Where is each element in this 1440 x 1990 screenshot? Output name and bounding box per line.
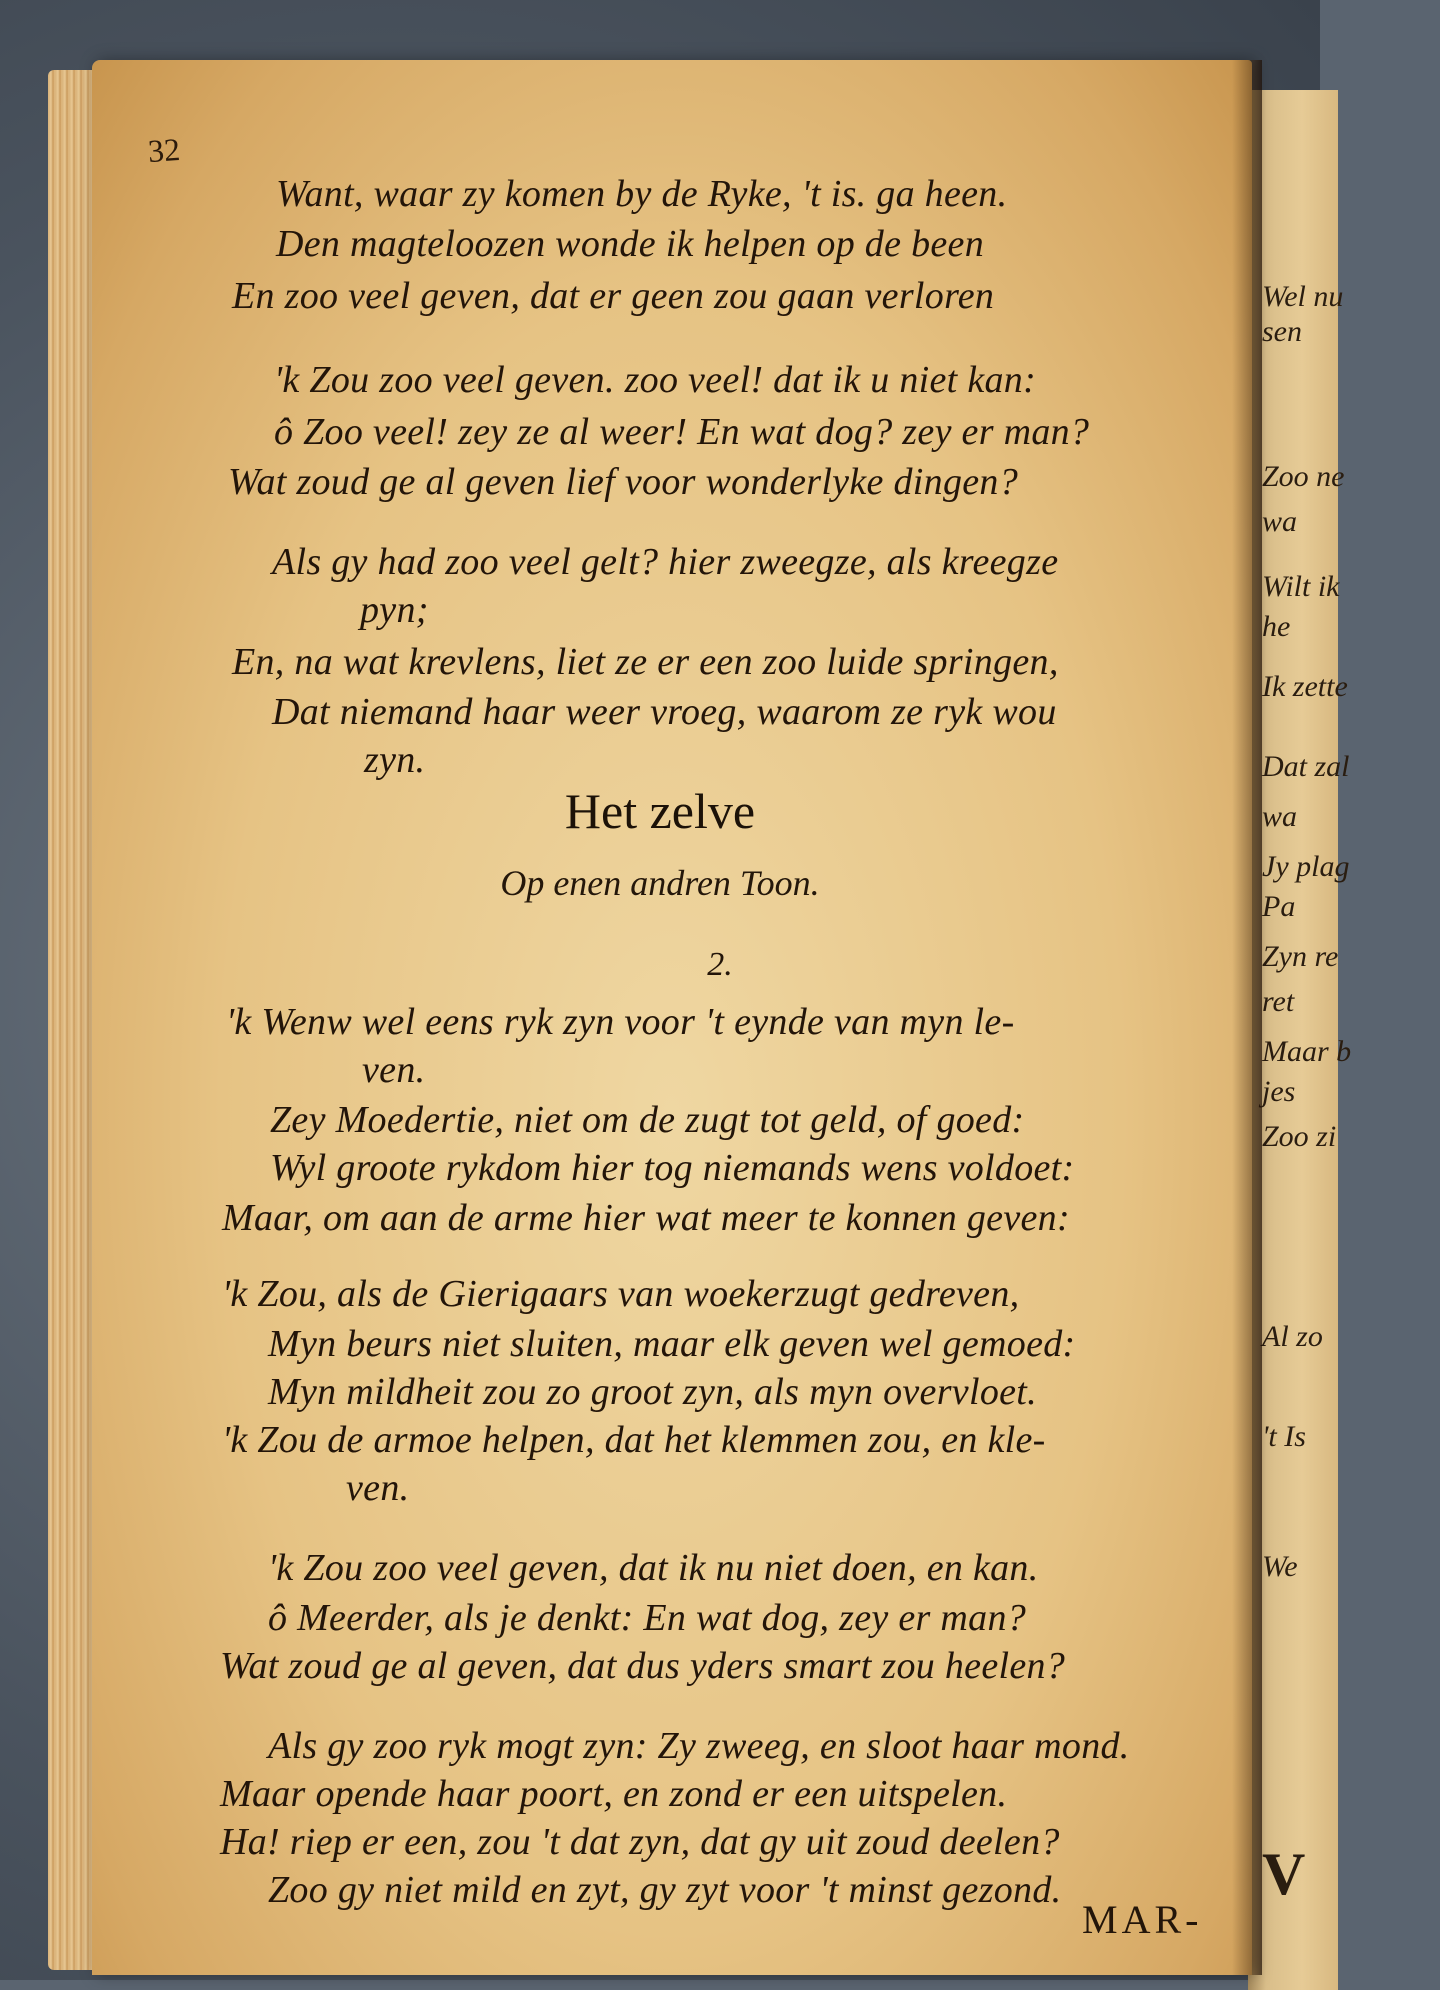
verse-line: Myn mildheit zou zo groot zyn, als myn overvloet. (268, 1371, 1037, 1413)
verse-line: zyn. (364, 739, 426, 781)
verse-line: Wat zoud ge al geven lief voor wonderlyke dingen? (228, 461, 1019, 503)
verse-line: Myn beurs niet sluiten, maar elk geven wel gemoed: (268, 1323, 1076, 1365)
next-page-text: ret (1262, 985, 1295, 1018)
next-page-text: Zyn re (1262, 940, 1339, 973)
verse-line: ô Zoo veel! zey ze al weer! En wat dog? zey er man? (274, 411, 1090, 453)
section-subtitle: Op enen andren Toon. (500, 863, 820, 903)
next-page-text: wa (1262, 800, 1298, 833)
next-page-text: Maar b (1262, 1035, 1352, 1068)
page-number: 32 (146, 130, 182, 170)
verse-line: ô Meerder, als je denkt: En wat dog, zey er man? (268, 1597, 1027, 1639)
verse-line: Den magteloozen wonde ik helpen op de been (276, 223, 985, 265)
catchword: MAR- (1082, 1897, 1203, 1942)
next-page-text: We (1262, 1550, 1298, 1583)
verse-line: Zey Moedertie, niet om de zugt tot geld, of goed: (270, 1099, 1025, 1141)
next-page-text: Ik zette (1262, 670, 1348, 703)
verse-line: Als gy zoo ryk mogt zyn: Zy zweeg, en sloot haar mond. (268, 1725, 1130, 1767)
next-page-text: Dat zal (1262, 750, 1350, 783)
verse-line: Want, waar zy komen by de Ryke, 't is. ga heen. (276, 173, 1008, 215)
verse-line: pyn; (360, 589, 429, 631)
song-number: 2. (707, 946, 733, 983)
verse-line: 'k Zou, als de Gierigaars van woekerzugt gedreven, (222, 1273, 1020, 1315)
verse-line: En, na wat krevlens, liet ze er een zoo luide springen, (232, 641, 1059, 683)
verse-line: Dat niemand haar weer vroeg, waarom ze ryk wou (272, 691, 1057, 733)
verse-line: Wyl groote rykdom hier tog niemands wens voldoet: (270, 1147, 1075, 1189)
verse-line: Zoo gy niet mild en zyt, gy zyt voor 't minst gezond. (268, 1869, 1062, 1911)
verse-line: ven. (346, 1467, 410, 1509)
next-page-text: he (1262, 610, 1291, 643)
next-page-text: Al zo (1262, 1320, 1323, 1353)
verse-line: Maar opende haar poort, en zond er een uitspelen. (220, 1773, 1008, 1815)
verse-line: ven. (362, 1049, 426, 1091)
next-page-text: Pa (1262, 890, 1296, 923)
next-page-text: Wilt ik (1262, 570, 1340, 603)
section-title: Het zelve (564, 783, 756, 839)
verse-line: 'k Zou zoo veel geven. zoo veel! dat ik u niet kan: (274, 359, 1037, 401)
next-page-text: jes (1262, 1075, 1296, 1108)
verse-line: 'k Zou de armoe helpen, dat het klemmen zou, en kle- (222, 1419, 1046, 1461)
next-page-text: 't Is (1262, 1420, 1306, 1453)
next-page-text: V (1262, 1841, 1306, 1907)
verse-line: Wat zoud ge al geven, dat dus yders smart zou heelen? (220, 1645, 1066, 1687)
verse-line: Als gy had zoo veel gelt? hier zweegze, als kreegze (272, 541, 1059, 583)
next-page-text: Wel nu (1262, 280, 1344, 313)
verse-line: Maar, om aan de arme hier wat meer te konnen geven: (222, 1197, 1070, 1239)
verse-line: Ha! riep er een, zou 't dat zyn, dat gy uit zoud deelen? (220, 1821, 1060, 1863)
next-page-text: sen (1262, 315, 1302, 348)
verse-line: 'k Zou zoo veel geven, dat ik nu niet doen, en kan. (268, 1547, 1039, 1589)
verse-line: En zoo veel geven, dat er geen zou gaan verloren (232, 275, 995, 317)
verse-line: 'k Wenw wel eens ryk zyn voor 't eynde van myn le- (226, 1001, 1015, 1043)
next-page-text: Zoo ne (1262, 460, 1345, 493)
next-page-text: Jy plag (1262, 850, 1350, 883)
next-page-text: wa (1262, 505, 1298, 538)
next-page-text: Zoo zi (1262, 1120, 1337, 1153)
